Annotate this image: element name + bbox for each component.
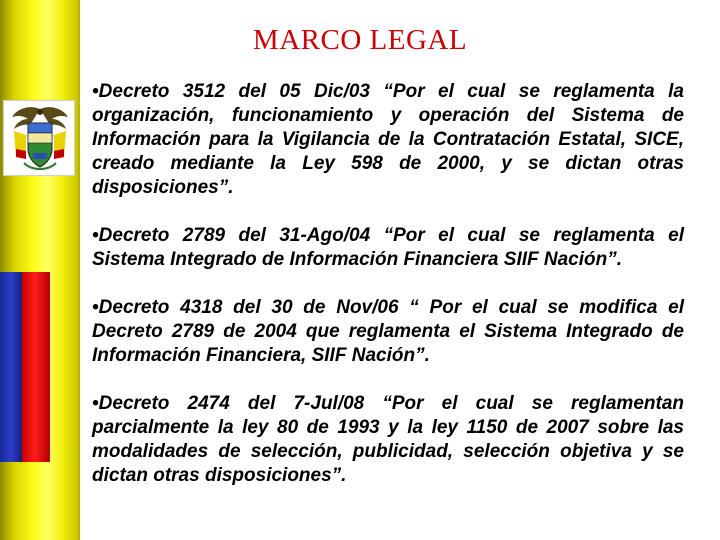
list-item: •Decreto 2789 del 31-Ago/04 “Por el cual se reglamenta el Sistema Integrado de Información Financiera SIIF Nación”. <box>92 225 684 270</box>
list-item: •Decreto 4318 del 30 de Nov/06 “ Por el cual se modifica el Decreto 2789 de 2004 que reglamenta el Sistema Integrado de Información Financiera, SIIF Nación”. <box>92 297 684 366</box>
flag-red-band <box>22 272 50 462</box>
page-title <box>0 24 720 57</box>
page-title-text: MARCO LEGAL <box>252 24 468 56</box>
list-item: •Decreto 3512 del 05 Dic/03 “Por el cual se reglamenta la organización, funcionamiento y operación del Sistema de Información para la Vigilancia de la Contratación Estatal, SICE, creado mediante la Ley 598 de 2000, y se dictan otras disposiciones”. <box>92 81 684 198</box>
flag-blue-band <box>0 272 22 462</box>
coat-of-arms-icon <box>3 100 75 176</box>
sidebar-edge-divider <box>78 0 80 540</box>
legal-framework-list <box>92 80 684 512</box>
list-item: •Decreto 2474 del 7-Jul/08 “Por el cual se reglamentan parcialmente la ley 80 de 1993 y la ley 1150 de 2007 sobre las modalidades de selección, publicidad, selección objetiva y se dictan otras disposiciones”. <box>92 393 684 486</box>
